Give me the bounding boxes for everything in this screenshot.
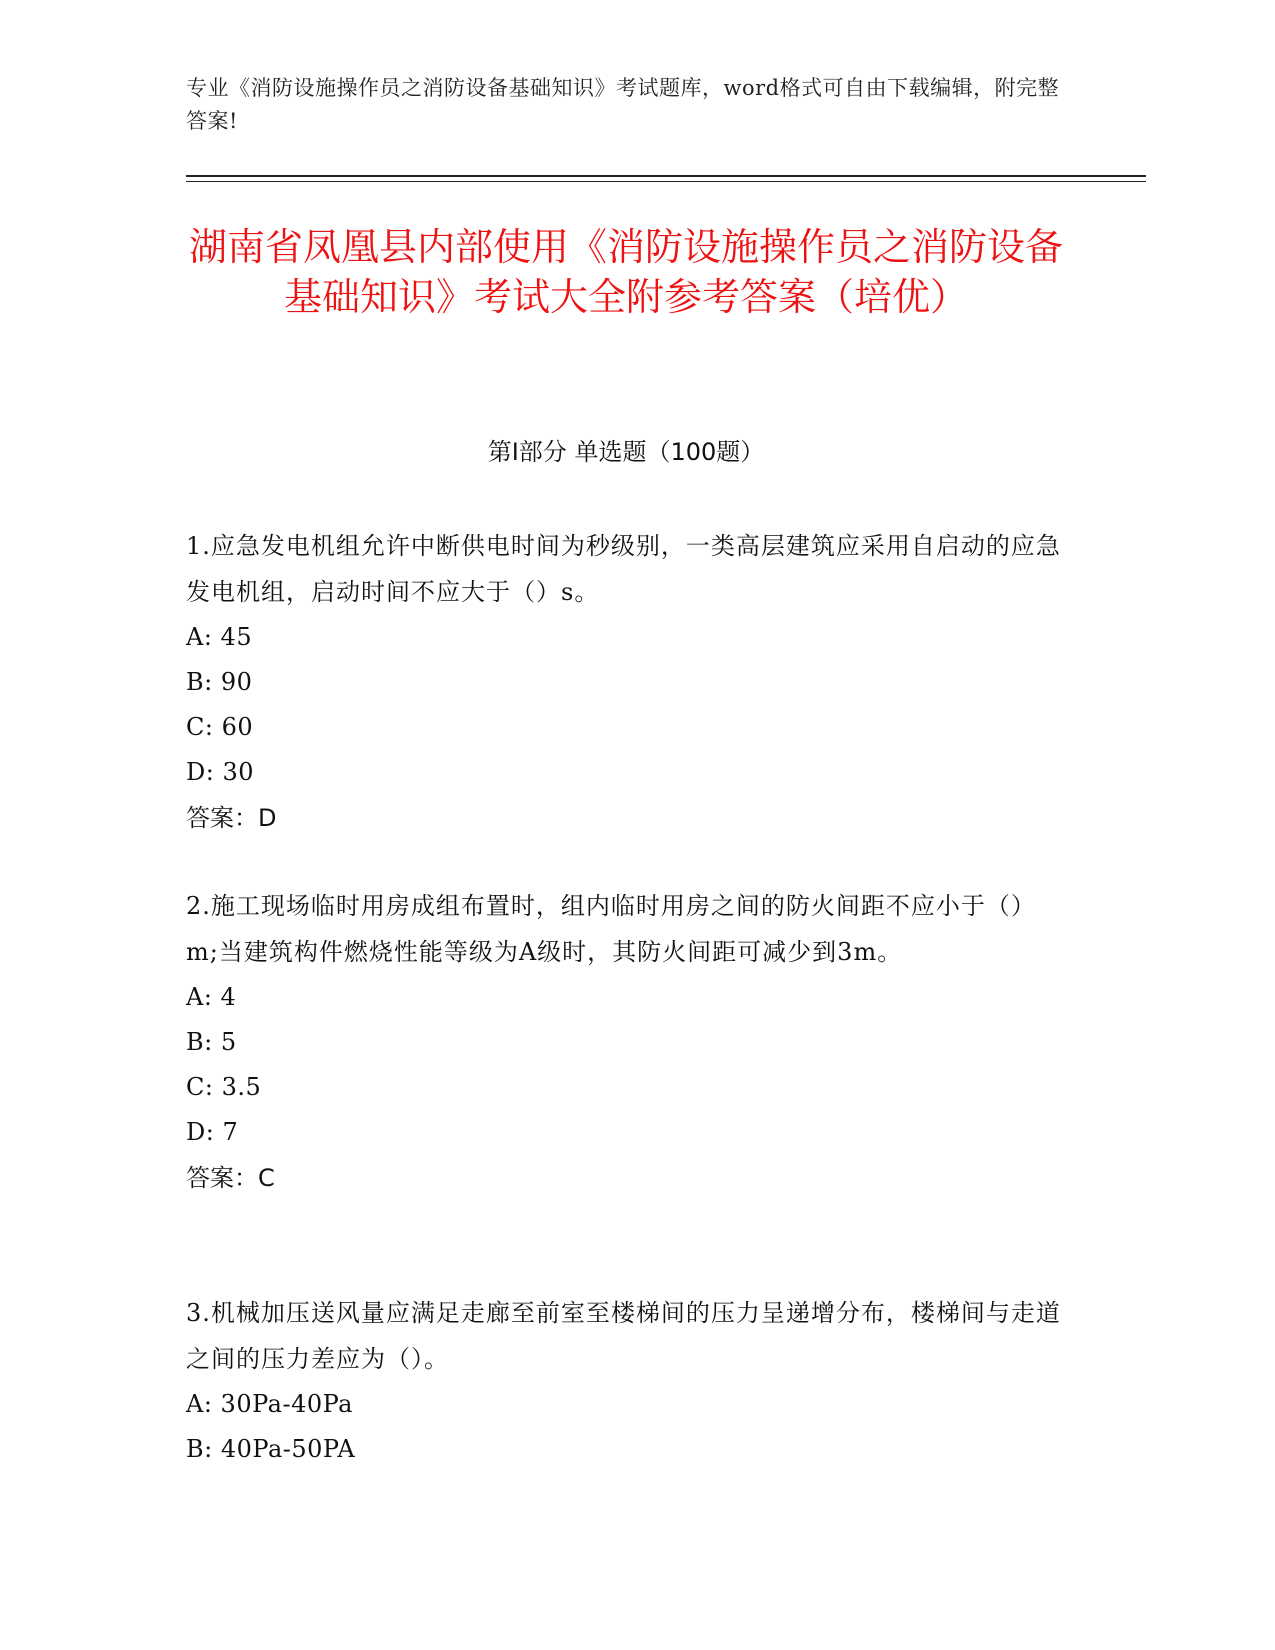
option-a: A: 4 [186,983,237,1011]
option-b: B: 90 [186,668,253,696]
document-title: 湖南省凤凰县内部使用《消防设施操作员之消防设备基础知识》考试大全附参考答案（培优） [188,225,1063,319]
option-c: C: 60 [186,713,254,741]
question-block [186,1290,1066,1472]
option-d: D: 7 [186,1118,239,1146]
option-b: B: 5 [186,1028,237,1056]
option-c: C: 3.5 [186,1073,262,1101]
header-note: 专业《消防设施操作员之消防设备基础知识》考试题库，word格式可自由下载编辑，附完整答案! [186,76,1060,133]
question-block [186,883,1066,1201]
question-text: 2.施工现场临时用房成组布置时，组内临时用房之间的防火间距不应小于（）m;当建筑构件燃烧性能等级为A级时，其防火间距可减少到3m。 [186,892,1036,966]
answer: 答案：D [186,804,277,832]
header-divider [186,175,1146,177]
question-block [186,523,1066,841]
option-d: D: 30 [186,758,254,786]
question-text: 3.机械加压送风量应满足走廊至前室至楼梯间的压力呈递增分布，楼梯间与走道之间的压力差应为（）。 [186,1299,1061,1373]
header-divider-thin [186,181,1146,182]
option-a: A: 30Pa-40Pa [186,1390,353,1418]
question-text: 1.应急发电机组允许中断供电时间为秒级别，一类高层建筑应采用自启动的应急发电机组，启动时间不应大于（）s。 [186,532,1061,606]
answer: 答案：C [186,1164,275,1192]
section-title: 第I部分 单选题（100题） [487,438,765,466]
option-a: A: 45 [186,623,253,651]
option-b: B: 40Pa-50PA [186,1435,356,1463]
